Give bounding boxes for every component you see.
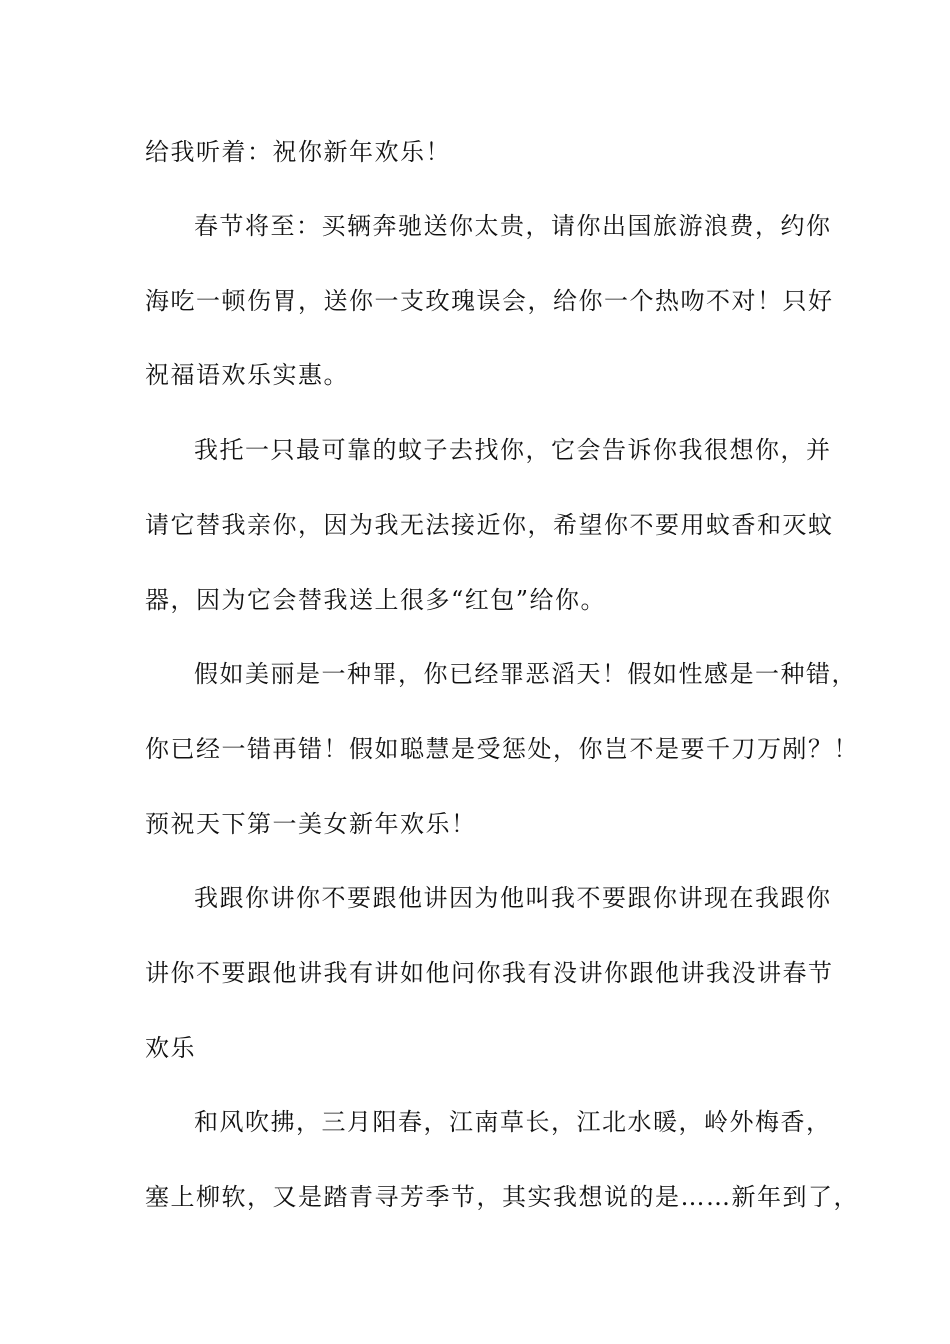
paragraph-first-line: 和风吹拂，三月阳春，江南草长，江北水暖，岭外梅香， [194,1108,832,1136]
paragraph-first-line: 春节将至：买辆奔驰送你太贵，请你出国旅游浪费，约你 [194,212,832,240]
text-line: 讲你不要跟他讲我有讲如他问你我有没讲你跟他讲我没讲春节 [145,959,834,987]
text-line: 你已经一错再错！假如聪慧是受惩处，你岂不是要千刀万剐？！ [145,735,859,763]
text-line: 请它替我亲你，因为我无法接近你，希望你不要用蚊香和灭蚊 [145,511,834,539]
text-line: 海吃一顿伤胃，送你一支玫瑰误会，给你一个热吻不对！只好 [145,287,834,315]
text-line: 祝福语欢乐实惠。 [145,361,349,389]
paragraph-first-line: 假如美丽是一种罪，你已经罪恶滔天！假如性感是一种错， [194,660,857,688]
text-line: 预祝天下第一美女新年欢乐！ [145,810,477,838]
text-line: 欢乐 [145,1034,196,1062]
text-line: 器，因为它会替我送上很多“红包”给你。 [145,586,607,614]
text-line: 给我听着：祝你新年欢乐！ [145,138,451,166]
paragraph-first-line: 我跟你讲你不要跟他讲因为他叫我不要跟你讲现在我跟你 [194,884,832,912]
paragraph-first-line: 我托一只最可靠的蚊子去找你，它会告诉你我很想你，并 [194,436,832,464]
text-line: 塞上柳软，又是踏青寻芳季节，其实我想说的是……新年到了， [145,1183,859,1211]
